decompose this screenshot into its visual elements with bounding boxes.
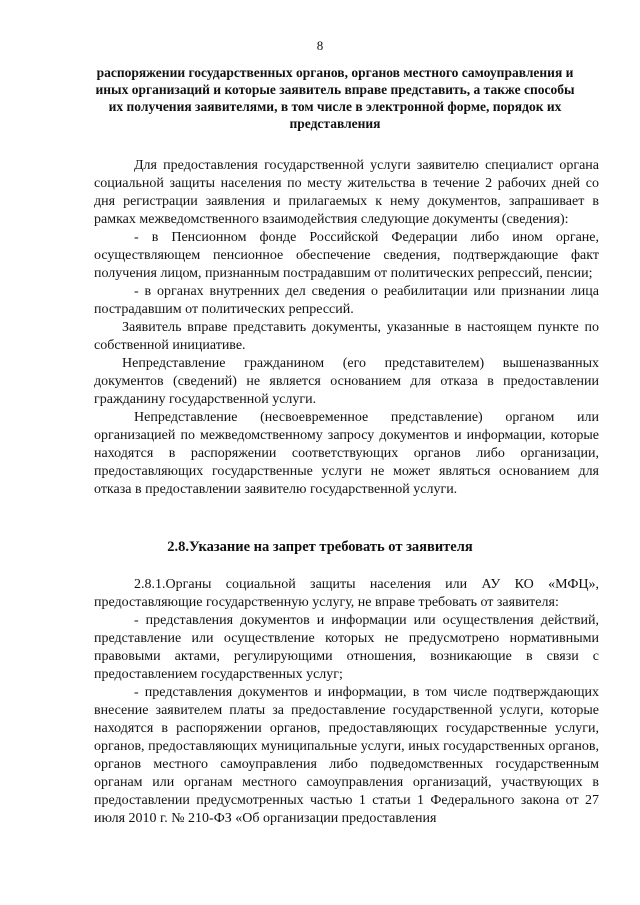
paragraph: - представления документов и информации или осуществления действий, представление или осуществление которых не предусмотрено нормативными правовыми актами, регулирующими отношения, возникающие в связи с предоставлением государственных услуг; — [94, 613, 599, 682]
paragraph: - в Пенсионном фонде Российской Федерации либо ином органе, осуществляющем пенсионное обеспечение сведения, подтверждающие факт получения лицом, признанным пострадавшим от политических репрессий, пенсии; — [94, 230, 599, 281]
paragraph: 2.8.1.Органы социальной защиты населения или АУ КО «МФЦ», предоставляющие государственную услугу, не вправе требовать от заявителя: — [94, 577, 599, 610]
paragraph: Заявитель вправе представить документы, указанные в настоящем пункте по собственной инициативе. — [94, 320, 599, 353]
body-text-block-1 — [94, 157, 599, 499]
paragraph: - представления документов и информации, в том числе подтверждающих внесение заявителем платы за предоставление государственной услуги, которые находятся в распоряжении органов, предоставляющих государственные услуги, органов, предоставляющих муниципальные услуги, иных государственных органов, органов местного самоуправления либо подведомственных государственным органам или органам местного самоуправления организаций, участвующих в предоставлении предусмотренных частью 1 статьи 1 Федерального закона от 27 июля 2010 г. № 210-ФЗ «Об организации предоставления — [94, 685, 599, 826]
paragraph: Непредставление гражданином (его представителем) вышеназванных документов (сведений) не является основанием для отказа в предоставлении гражданину государственной услуги. — [94, 356, 599, 407]
paragraph: Непредставление (несвоевременное представление) органом или организацией по межведомственному запросу документов и информации, которые находятся в распоряжении соответствующих органов либо организации, предоставляющих государственные услуги не может являться основанием для отказа в предоставлении заявителю государственной услуги. — [94, 410, 599, 497]
paragraph: Для предоставления государственной услуги заявителю специалист органа социальной защиты населения по месту жительства в течение 2 рабочих дней со дня регистрации заявления и прилагаемых к нему документов, запрашивает в рамках межведомственного взаимодействия следующие документы (сведения): — [94, 158, 599, 227]
section-title: 2.8.Указание на запрет требовать от заявителя — [167, 539, 473, 555]
paragraph: - в органах внутренних дел сведения о реабилитации или признании лица пострадавшим от политических репрессий. — [94, 284, 599, 317]
body-text-block-2 — [94, 576, 599, 828]
page-number: 8 — [316, 38, 324, 53]
section-heading-continued: распоряжении государственных органов, органов местного самоуправления и иных организаций и которые заявитель вправе представить, а также способы их получения заявителями, в том числе в электронной форме, порядок их представления — [95, 65, 575, 131]
